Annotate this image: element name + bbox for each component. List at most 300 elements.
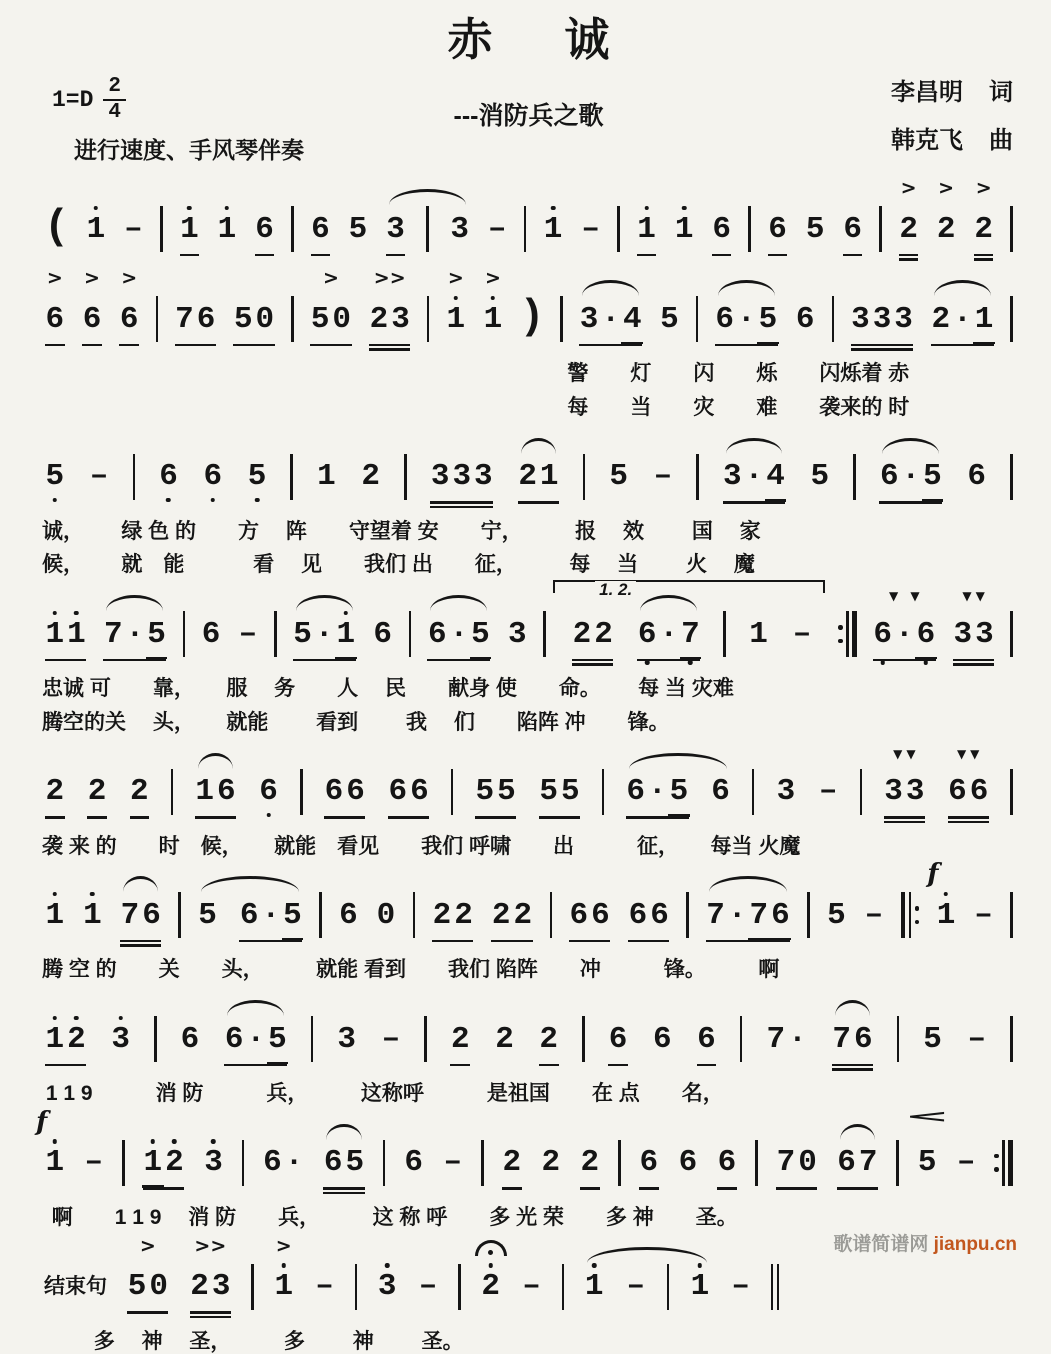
duration-dash: – [967,1021,987,1057]
note [246,455,268,499]
note-digit: 1 [973,304,995,335]
note [765,1017,808,1061]
underline [82,344,102,347]
duration-dash: – [124,211,143,247]
volta-bracket [553,580,825,593]
note-digit: · [659,616,679,652]
note-digit: 3 [474,459,493,495]
accent-mark: ▼▼ [893,746,920,761]
octave-dot-high [225,206,230,211]
barline-stroke [156,296,159,342]
note [292,612,357,656]
note [360,455,382,499]
note-digit: · [246,1021,266,1057]
underline [475,816,516,819]
key-signature [52,76,126,124]
note-digit: 3 [386,211,405,247]
barline [524,206,527,252]
octave-dot-high [94,206,99,211]
note [898,177,920,251]
note [126,1234,169,1309]
barline-stroke [846,611,849,657]
note [804,207,826,251]
notes-row [42,1234,781,1321]
barline [696,296,699,342]
note-digit: 6 [879,459,899,495]
duration-dash: – [443,1145,463,1181]
note-digit: 6 [410,774,429,810]
note [730,1265,752,1309]
barline-stroke [160,206,163,252]
note [794,297,816,341]
note [158,455,180,499]
duration-dash: – [731,1269,751,1305]
barline [696,454,699,500]
note [129,770,151,814]
forte-mark: f [927,859,939,890]
note-digit: 2 [432,897,452,933]
octave-dot-high [118,1016,123,1021]
underline [386,254,406,257]
barline [901,892,920,938]
underline [491,940,532,943]
note [638,1141,660,1185]
barline-stroke [242,1140,245,1186]
note [36,1106,66,1185]
note [538,1017,560,1061]
underline [948,816,989,819]
octave-dot-high [944,892,949,897]
note [110,1017,132,1061]
note [966,1017,988,1061]
note-digit: · [125,616,145,652]
underline [899,258,919,261]
credits [891,72,1013,168]
barline [290,454,293,500]
note-digit: 2 [502,1145,522,1181]
note-digit: 2 [936,211,956,247]
note-digit: 1 [273,1271,295,1302]
note-digit: 4 [621,304,643,335]
note [372,612,394,656]
repeat-dot [838,639,843,644]
note [387,770,430,814]
note [309,267,352,341]
octave-dot-high [53,611,58,616]
note-digit: 2 [45,774,65,810]
note [836,1141,879,1185]
note-digit: 6 [915,619,937,650]
duration-dash: – [522,1269,541,1305]
barline-stroke [311,1016,314,1062]
barline [178,892,181,938]
repeat-dot [915,920,920,925]
note-digit: 5 [923,1021,942,1057]
note [809,455,831,499]
barline-stroke [617,206,620,252]
extra-underline [335,657,357,660]
note [583,1265,605,1309]
repeat-dot [994,1167,999,1172]
note-digit: 1 [216,214,238,245]
accent-mark: > [447,267,464,289]
note-digit: 6 [712,211,731,247]
crescendo-mark: < [904,1106,950,1127]
note-digit: · [601,301,620,337]
slur [198,753,233,769]
barline-stroke [618,1140,621,1186]
note [878,455,943,499]
note-digit: 6 [636,619,658,650]
note-digit: · [647,774,667,810]
accent-mark: > [900,177,917,199]
octave-dot-high [682,206,687,211]
score-line [42,176,1015,263]
octave-dot-high [211,1139,216,1144]
note-digit: 5 [922,461,944,492]
barline [171,769,174,815]
note [521,1265,543,1309]
underline [45,344,65,347]
barline [832,296,835,342]
barline [183,611,186,657]
underline [768,254,788,257]
underline [884,821,925,824]
note-digit: 6 [768,211,787,247]
note [831,1017,874,1061]
note-digit: 2 [480,1271,502,1302]
duration-dash: – [818,774,838,810]
note-digit: 3 [450,211,469,247]
note [119,893,162,937]
barline [355,1264,358,1310]
duration-dash: – [956,1145,976,1181]
note-digit: 7 [858,1145,878,1181]
section-label: 结束句 [44,1275,107,1299]
slur [201,876,299,892]
slur [123,876,158,892]
underline [120,944,161,947]
note-digit: 1 [539,459,559,495]
composer-name: 韩克飞 [891,127,963,154]
duration-dash: – [974,897,993,933]
note-digit: 2 [572,616,592,652]
note-digit: · [449,616,469,652]
underline [119,344,139,347]
accent-mark: > [975,177,992,199]
note [775,770,797,814]
note [202,455,224,499]
note-digit: 6 [339,897,358,933]
note [238,893,303,937]
barline-stroke [897,1016,900,1062]
underline [130,816,150,819]
underline [712,254,732,257]
underline [580,1187,600,1190]
underline [572,663,613,666]
note-digit: 6 [795,301,815,337]
octave-dot-low [166,498,171,503]
barline-stroke [481,1140,484,1186]
underline [953,663,994,666]
barline-stroke [686,892,689,938]
note-digit: 2 [491,897,511,933]
barline [242,1140,245,1186]
note [501,1141,523,1185]
barline [291,296,294,342]
note-digit: 1 [673,214,695,245]
lyrics-line: 腾空的关 头， 就能 看到 我 们 陷阵 冲 锋。 [42,710,670,734]
note-digit: 3 [391,301,410,337]
barline-stroke [451,769,454,815]
underline [45,1064,86,1067]
repeat-dot [994,1154,999,1159]
note [403,1141,425,1185]
note [930,297,995,341]
underline [233,344,274,347]
barline [617,206,620,252]
underline [639,1187,659,1190]
note [542,207,564,251]
note [927,859,957,937]
note-digit: 3 [203,1147,225,1178]
octave-dot-high [344,611,349,616]
barline-stroke [154,1016,157,1062]
note [376,1265,398,1309]
note [254,207,276,251]
accent-mark: > [121,267,138,289]
note-digit: 5 [198,897,217,933]
octave-dot-low [645,660,650,665]
note [904,1106,950,1185]
duration-dash: – [581,211,600,247]
barline-stroke [1008,1140,1013,1186]
repeat-dots [838,625,843,643]
underline [953,659,994,662]
time-signature-denominator: 4 [108,101,122,125]
note [310,207,332,251]
barline-stroke [251,1264,254,1310]
note [952,589,995,656]
extra-underline [915,657,937,660]
barline-stroke [550,892,553,938]
note [216,207,238,251]
barline [807,892,810,938]
note [474,770,517,814]
note [232,297,275,341]
barline [274,611,277,657]
duration-dash: – [381,1021,401,1057]
underline [717,1187,737,1190]
underline [832,1068,873,1071]
barline [413,892,416,938]
accent-mark: >> [373,267,406,289]
note-digit: 3 [884,774,903,810]
watermark-url: jianpu.cn [933,1234,1017,1255]
note [579,1141,601,1185]
note-digit: 5 [127,1269,147,1305]
barline-stroke [602,769,605,815]
note-digit: 2 [130,774,149,810]
barline-stroke [458,1264,461,1310]
accent-mark: >> [194,1234,227,1257]
underline [180,254,200,257]
barline [133,454,136,500]
note-digit: 5 [539,774,558,810]
note-digit: 2 [594,616,613,652]
note-digit: 1 [142,1147,164,1178]
accent-mark: ▼ ▼ [888,589,924,604]
barline [994,1140,1013,1186]
paren-mark: ) [519,293,545,341]
note-digit: · [261,897,281,933]
note-digit: 3 [579,301,599,337]
note-digit: 3 [872,301,892,337]
underline [948,821,989,824]
lyrics-line: 每 当 灾 难 袭来的 时 [567,395,910,419]
note-digit: 6 [650,897,669,933]
note-digit: 1 [689,1271,711,1302]
barline [156,296,159,342]
note-digit: 5 [475,774,495,810]
note-digit: 5 [757,304,779,335]
extra-underline [922,499,944,502]
note-digit: 2 [66,1024,88,1055]
time-signature [103,76,126,124]
barline-stroke [426,206,429,252]
accent-mark: > [322,267,339,289]
note-digit: 1 [44,619,66,650]
note-digit: 6 [843,211,862,247]
slur [296,595,353,611]
note [947,746,990,814]
barline [752,769,755,815]
note-digit: 2 [580,1145,600,1181]
note [659,297,681,341]
barline [686,892,689,938]
note-digit: 1 [935,900,957,931]
fermata-icon [475,1240,507,1256]
note-digit: 6 [158,461,180,492]
slur [521,438,556,454]
octave-dot-high [454,296,459,301]
note-digit: 5 [497,774,516,810]
note [44,770,66,814]
barline [451,769,454,815]
note-digit: · [744,459,764,495]
octave-dot-low [924,660,929,665]
barline [771,1264,780,1310]
barline [562,1264,565,1310]
lyrics-line: 袭 来 的 时 候， 就能 看见 我们 呼啸 出 征， 每当 火魔 [42,834,801,858]
slur-group [385,206,471,252]
slur-group [625,770,731,814]
note-digit: 1 [195,774,214,810]
barline-stroke [355,1264,358,1310]
barline [602,769,605,815]
forte-mark: f [36,1106,48,1137]
underline [569,940,610,943]
note-digit: 6 [969,774,989,810]
note [748,612,770,656]
barline [560,296,563,342]
note-digit: 5 [293,616,312,652]
note [375,893,397,937]
note-digit: 1 [44,900,66,931]
barline-stroke [860,769,863,815]
lyrics-line: 1 1 9 消 防 兵， 这称呼 是祖国 在 点 名， [45,1082,724,1106]
note [44,1017,87,1061]
barline-stroke [696,296,699,342]
lyricist-role: 词 [989,79,1013,106]
underline [843,254,863,257]
octave-dot-high [90,892,95,897]
barline-stroke [740,1016,743,1062]
octave-dot-low [255,498,260,503]
underline [324,816,365,819]
slur [709,876,787,892]
note-digit: 3 [905,774,925,810]
barline-stroke [1010,206,1013,252]
slur-group [583,1264,710,1310]
composer-role: 曲 [989,127,1013,154]
barline-stroke [696,454,699,500]
note [817,770,839,814]
note [258,770,280,814]
barline [1010,1016,1013,1062]
barline [723,611,726,657]
slur [726,438,783,454]
underline [323,1187,364,1190]
barline-stroke [171,769,174,815]
note-digit: 7 [680,619,702,650]
duration-dash: – [315,1269,334,1305]
score-line [42,581,1015,736]
accent-mark: > [139,1234,156,1257]
barline [838,611,857,657]
note [716,1141,738,1185]
note [872,589,937,656]
barline [1010,454,1013,500]
note-digit: 6 [323,1145,343,1181]
barline [481,1140,484,1186]
note-digit: 3 [337,1021,357,1057]
note [775,1141,818,1185]
note [955,1141,977,1185]
note-digit: 2 [495,1021,514,1057]
score-line [36,1106,1015,1231]
octave-dot-high [53,1016,58,1021]
note-digit: 2 [450,1021,470,1057]
note [580,207,602,251]
slur [106,595,163,611]
note [223,1017,288,1061]
note [482,267,504,341]
barline-stroke [1010,296,1013,342]
repeat-dot [838,625,843,630]
notes-row [42,581,1015,668]
duration-dash: – [84,1145,104,1181]
note [380,1017,402,1061]
underline [430,501,493,504]
note-digit: 6 [373,616,392,652]
octave-dot-low [211,498,216,503]
note [571,612,614,656]
volta-label: 1. 2. [595,581,636,598]
barline-stroke [909,892,912,938]
note [142,1141,185,1185]
note-digit: 6 [853,1021,873,1057]
